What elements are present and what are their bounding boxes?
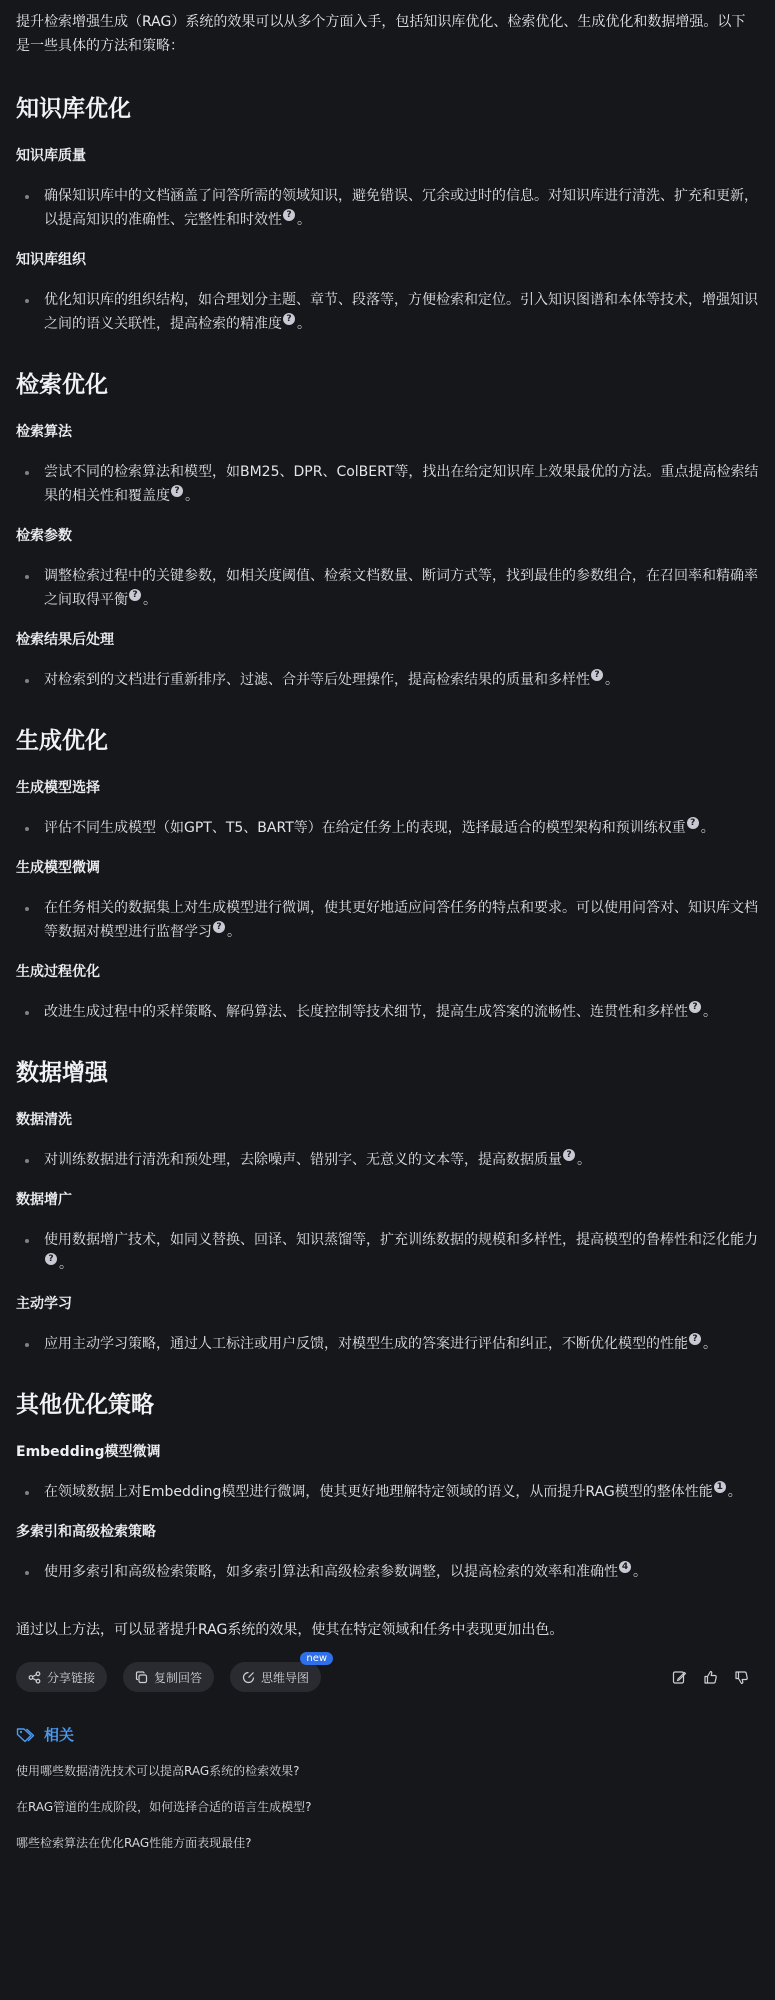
action-bar [16,1653,759,1692]
subsection-heading: 数据增广 [16,1192,72,1208]
mind-map-label: 思维导图 [261,1670,310,1685]
bullet-text: 对检索到的文档进行重新排序、过滤、合并等后处理操作，提高检索结果的质量和多样性 [44,672,590,688]
subsection-heading: 检索参数 [16,528,72,544]
bullet-list [16,1148,759,1172]
bullet-text: 确保知识库中的文档涵盖了问答所需的领域知识，避免错误、冗余或过时的信息。对知识库进行清洗、扩充和更新，以提高知识的准确性、完整性和时效性 [44,188,758,228]
bullet-text: 使用多索引和高级检索策略，如多索引算法和高级检索参数调整，以提高检索的效率和准确性 [44,1564,618,1580]
bullet-item [16,1480,759,1504]
sentence-end: 。 [59,1256,73,1272]
citation-badge[interactable]: ? [171,485,183,497]
bullet-list [16,460,759,508]
copy-icon [135,1671,148,1684]
sentence-end: 。 [227,924,241,940]
tag-icon [16,1727,36,1743]
bullet-item [16,1228,759,1276]
bullet-list [16,288,759,336]
bullet-item [16,1000,759,1024]
citation-badge[interactable]: ? [689,1001,701,1013]
bullet-text: 调整检索过程中的关键参数，如相关度阈值、检索文档数量、断词方式等，找到最佳的参数组合，在召回率和精确率之间取得平衡 [44,568,758,608]
new-badge: new [300,1652,333,1665]
bullet-list [16,1560,759,1584]
sentence-end: 。 [605,672,619,688]
bullet-item [16,816,759,840]
bullet-text: 优化知识库的组织结构，如合理划分主题、章节、段落等，方便检索和定位。引入知识图谱和本体等技术，增强知识之间的语义关联性，提高检索的精准度 [44,292,758,332]
subsection-heading: 多索引和高级检索策略 [16,1524,156,1540]
bullet-item [16,1148,759,1172]
related-question-link[interactable]: 哪些检索算法在优化RAG性能方面表现最佳? [16,1836,252,1850]
subsection-heading: 检索算法 [16,424,72,440]
bullet-list [16,1228,759,1276]
bullet-item [16,184,759,232]
citation-badge[interactable]: ? [591,669,603,681]
citation-badge[interactable]: ? [283,209,295,221]
answer-section [16,726,759,1024]
bullet-list [16,896,759,944]
bullet-item [16,896,759,944]
answer-sections [16,94,759,1584]
section-heading: 知识库优化 [16,96,131,122]
sentence-end: 。 [700,820,715,836]
subsection-heading: Embedding模型微调 [16,1444,161,1460]
subsection-heading: 检索结果后处理 [16,632,114,648]
sentence-end: 。 [703,1336,717,1352]
bullet-text: 评估不同生成模型（如GPT、T5、BART等）在给定任务上的表现，选择最适合的模型架构和预训练权重 [44,820,686,836]
bullet-item [16,1332,759,1356]
bullet-item [16,668,759,692]
citation-badge[interactable]: ? [563,1149,575,1161]
edit-icon[interactable] [672,1670,687,1685]
copy-answer-label: 复制回答 [154,1670,203,1685]
citation-badge[interactable]: ? [687,817,699,829]
citation-badge[interactable]: ? [45,1253,57,1265]
section-heading: 其他优化策略 [16,1392,154,1418]
sentence-end: 。 [577,1152,591,1168]
bullet-item [16,1560,759,1584]
share-link-button[interactable] [16,1662,107,1692]
citation-badge[interactable]: ? [213,921,225,933]
subsection-heading: 知识库组织 [16,252,86,268]
share-icon [28,1671,41,1684]
sentence-end: 。 [297,316,311,332]
mind-map-button[interactable] [230,1653,328,1692]
bullet-list [16,564,759,612]
related-title: 相关 [44,1726,75,1744]
mind-map-icon [242,1671,255,1684]
subsection-heading: 数据清洗 [16,1112,72,1128]
bullet-item [16,460,759,508]
thumbs-down-icon[interactable] [734,1670,749,1685]
citation-badge[interactable]: ? [283,313,295,325]
bullet-text: 尝试不同的检索算法和模型，如BM25、DPR、ColBERT等，找出在给定知识库上效果最优的方法。重点提高检索结果的相关性和覆盖度 [44,464,759,504]
answer-section [16,1058,759,1356]
section-heading: 检索优化 [16,372,108,398]
bullet-text: 在领域数据上对Embedding模型进行微调，使其更好地理解特定领域的语义，从而提升RAG模型的整体性能 [44,1484,713,1500]
intro-text: 提升检索增强生成（RAG）系统的效果可以从多个方面入手，包括知识库优化、检索优化、生成优化和数据增强。以下是一些具体的方法和策略： [16,14,746,54]
subsection-heading: 生成过程优化 [16,964,100,980]
subsection-heading: 知识库质量 [16,148,86,164]
feedback-icons [672,1670,759,1685]
bullet-text: 使用数据增广技术，如同义替换、回译、知识蒸馏等，扩充训练数据的规模和多样性，提高模型的鲁棒性和泛化能力 [44,1232,758,1248]
related-question-link[interactable]: 在RAG管道的生成阶段，如何选择合适的语言生成模型? [16,1800,312,1814]
copy-answer-button[interactable] [123,1662,214,1692]
sentence-end: 。 [703,1004,717,1020]
answer-section [16,370,759,692]
outro-text: 通过以上方法，可以显著提升RAG系统的效果，使其在特定领域和任务中表现更加出色。 [16,1622,564,1638]
bullet-item [16,288,759,336]
bullet-text: 应用主动学习策略，通过人工标注或用户反馈，对模型生成的答案进行评估和纠正，不断优化模型的性能 [44,1336,688,1352]
sentence-end: 。 [727,1484,742,1500]
bullet-text: 改进生成过程中的采样策略、解码算法、长度控制等技术细节，提高生成答案的流畅性、连贯性和多样性 [44,1004,688,1020]
bullet-list [16,816,759,840]
citation-badge[interactable]: ? [689,1333,701,1345]
bullet-list [16,1332,759,1356]
bullet-text: 对训练数据进行清洗和预处理，去除噪声、错别字、无意义的文本等，提高数据质量 [44,1152,562,1168]
bullet-list [16,1000,759,1024]
bullet-list [16,184,759,232]
answer-section [16,1390,759,1584]
related-question-link[interactable]: 使用哪些数据清洗技术可以提高RAG系统的检索效果? [16,1764,300,1778]
bullet-list [16,1480,759,1504]
thumbs-up-icon[interactable] [703,1670,718,1685]
related-heading [16,1724,759,1745]
citation-badge[interactable]: 4 [619,1561,631,1573]
sentence-end: 。 [297,212,311,228]
section-heading: 生成优化 [16,728,108,754]
bullet-item [16,564,759,612]
answer-section [16,94,759,336]
citation-badge[interactable]: 1 [714,1481,726,1493]
bullet-list [16,668,759,692]
sentence-end: 。 [185,488,199,504]
sentence-end: 。 [143,592,157,608]
subsection-heading: 生成模型选择 [16,780,100,796]
citation-badge[interactable]: ? [129,589,141,601]
subsection-heading: 主动学习 [16,1296,72,1312]
subsection-heading: 生成模型微调 [16,860,100,876]
sentence-end: 。 [633,1564,647,1580]
bullet-text: 在任务相关的数据集上对生成模型进行微调，使其更好地适应问答任务的特点和要求。可以使用问答对、知识库文档等数据对模型进行监督学习 [44,900,758,940]
section-heading: 数据增强 [16,1060,108,1086]
share-link-label: 分享链接 [47,1670,96,1685]
